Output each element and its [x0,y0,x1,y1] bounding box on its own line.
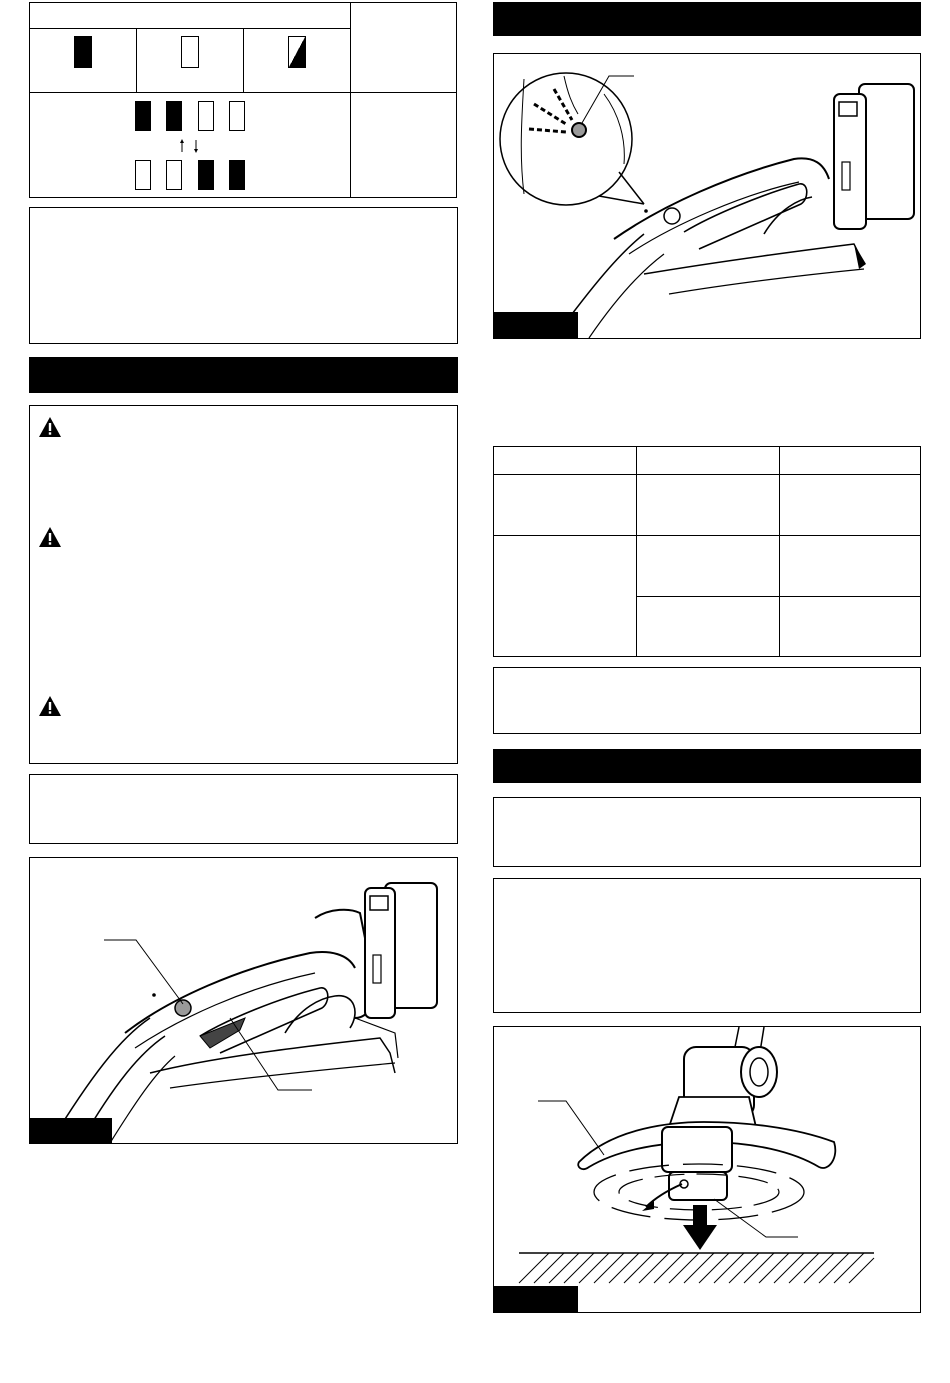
indicator-lamp-illustration [494,54,920,338]
lamp-blinking-indicator [288,36,306,68]
warning-triangle-icon [38,416,62,438]
section-header-bar [493,2,921,36]
overheat-lamp-5 [135,160,151,190]
trimmer-head-illustration [494,1027,920,1312]
note-box [493,797,921,867]
figure-label-tag [30,1118,112,1143]
lamp-on-indicator [74,36,92,68]
down-arrow-icon [683,1205,717,1250]
figure-label-tag [494,1286,578,1312]
section-header-bar [493,749,921,783]
figure-label-tag [494,312,578,338]
up-down-arrows-icon [176,138,204,154]
speed-mode-table [493,446,921,657]
note-box [29,774,458,844]
lamp-off-indicator [181,36,199,68]
figure-indicator-lamp [493,53,921,339]
warning-triangle-icon [38,695,62,717]
trimmer-handle-illustration [30,858,457,1143]
warning-box [29,405,458,764]
figure-bump-feed [493,1026,921,1313]
overheat-lamp-4 [229,101,245,131]
overheat-lamp-6 [166,160,182,190]
overheat-lamp-7 [198,160,214,190]
overheat-lamp-1 [135,101,151,131]
warning-triangle-icon [38,526,62,548]
note-box [29,207,458,344]
battery-indicator-table [29,2,457,198]
overheat-lamp-3 [198,101,214,131]
note-box [493,667,921,734]
overheat-lamp-2 [166,101,182,131]
overheat-lamp-8 [229,160,245,190]
figure-switch-trigger [29,857,458,1144]
note-box [493,878,921,1013]
section-header-bar [29,357,458,393]
